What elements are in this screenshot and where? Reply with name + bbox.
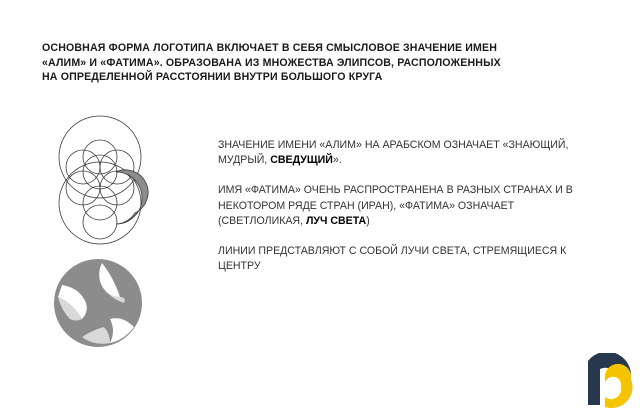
heading-line-2: «АЛИМ» И «ФАТИМА». ОБРАЗОВАНА ИЗ МНОЖЕСТВА ЭЛИПСОВ, РАСПОЛОЖЕННЫХ <box>42 56 501 69</box>
rays-meaning-text: ЛИНИИ ПРЕДСТАВЛЯЮТ С СОБОЙ ЛУЧИ СВЕТА, СТРЕМЯЩИЕСЯ К ЦЕНТРУ <box>218 245 567 273</box>
heading-line-3: НА ОПРЕДЕЛЕННОЙ РАССТОЯНИИ ВНУТРИ БОЛЬШОГО КРУГА <box>42 71 383 83</box>
brand-logo-icon <box>585 353 635 409</box>
page-heading <box>42 41 582 85</box>
fatima-emphasis: ЛУЧ СВЕТА <box>305 214 367 227</box>
logo-description <box>218 138 578 289</box>
circles-construction-diagram <box>52 112 156 246</box>
alim-emphasis: СВЕДУЩИЙ <box>270 154 333 167</box>
fatima-meaning-text: ИМЯ «ФАТИМА» ОЧЕНЬ РАСПРОСТРАНЕНА В РАЗНЫХ СТРАНАХ И В НЕКОТОРОМ РЯДЕ СТРАН (ИРАН), «ФАТИМА» ОЗНАЧАЕТ (СВЕТЛОЛИКАЯ, ЛУЧ СВЕТА) <box>218 184 573 227</box>
highlighted-segment <box>116 170 148 224</box>
alim-meaning-text: ЗНАЧЕНИЕ ИМЕНИ «АЛИМ» НА АРАБСКОМ ОЗНАЧАЕТ «ЗНАЮЩИЙ, МУДРЫЙ, СВЕДУЩИЙ». <box>218 139 569 167</box>
heading-line-1: ОСНОВНАЯ ФОРМА ЛОГОТИПА ВКЛЮЧАЕТ В СЕБЯ СМЫСЛОВОЕ ЗНАЧЕНИЕ ИМЕН <box>42 42 498 54</box>
logo-mark <box>52 257 144 349</box>
small-circle <box>83 205 117 239</box>
